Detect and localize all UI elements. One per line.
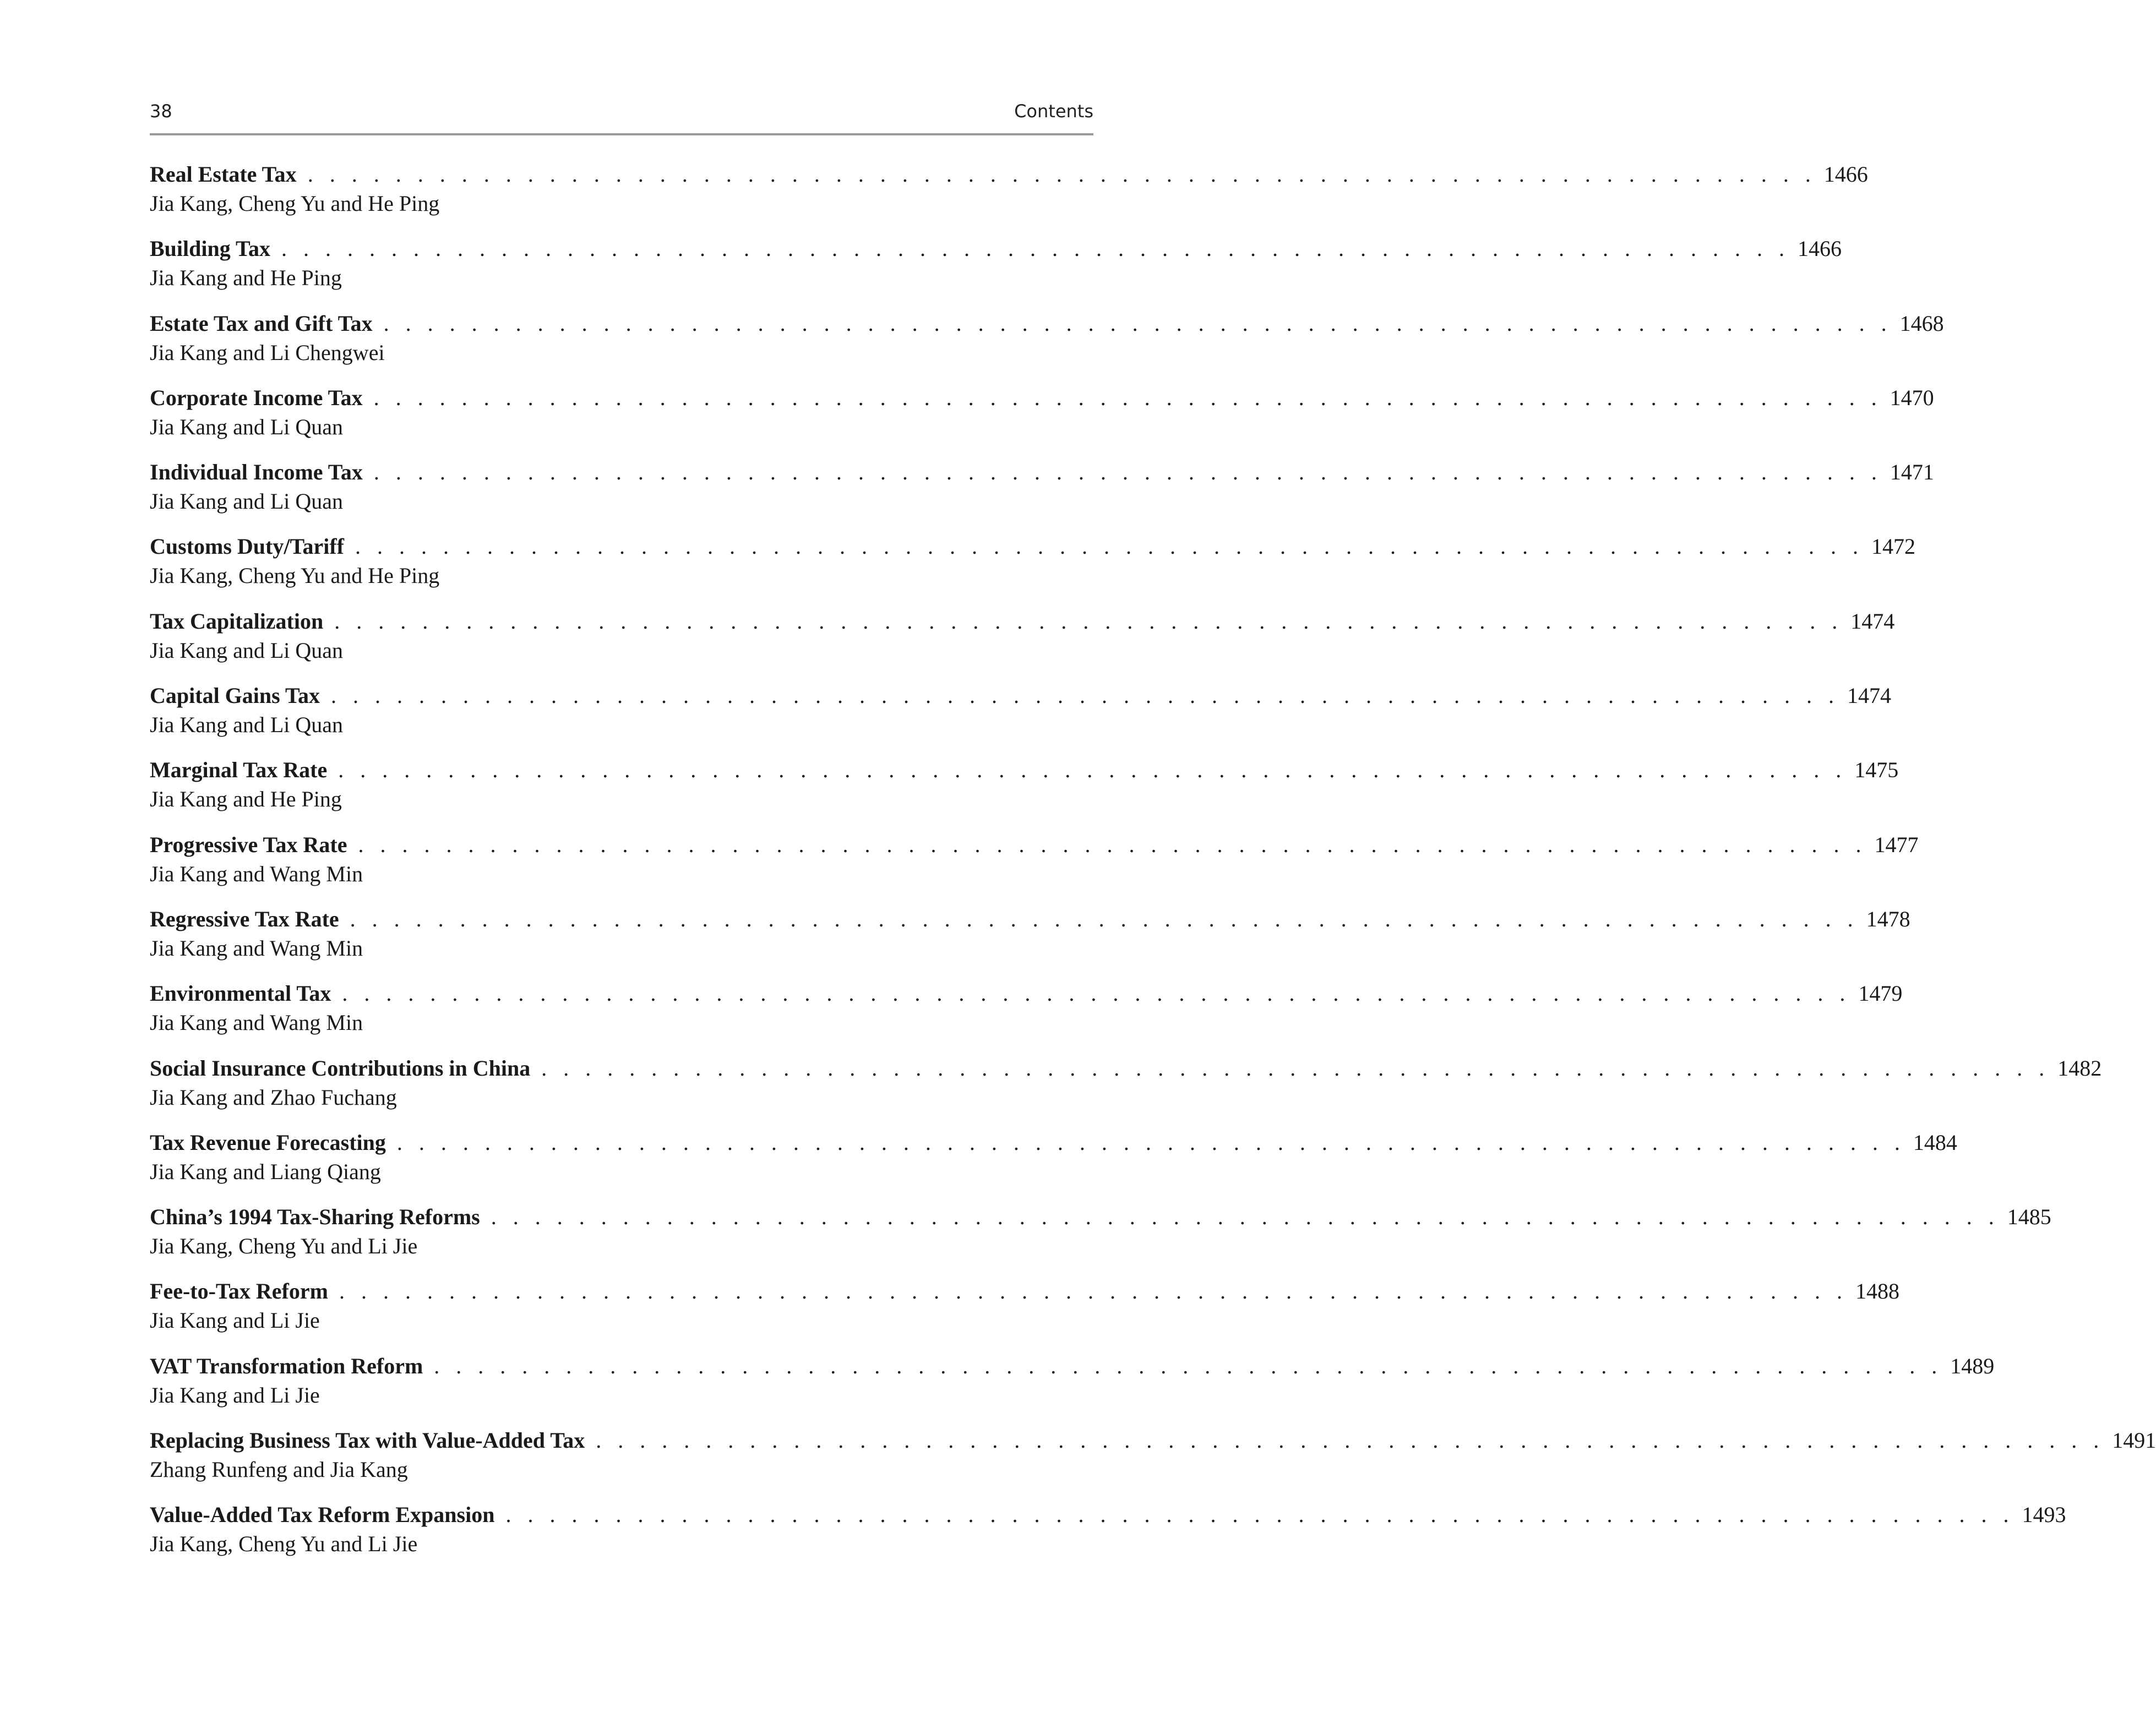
dot-leader: . . . . . . . . . . . . . . . . . . . . . . . . . . . . . . . . . . . . . . . . . . . . . . . . . . . . . . . . . . . . . . . . . . . . . xyxy=(491,1204,2000,1230)
toc-entry-title[interactable]: Environmental Tax xyxy=(150,981,331,1006)
dot-leader: . . . . . . . . . . . . . . . . . . . . . . . . . . . . . . . . . . . . . . . . . . . . . . . . . . . . . . . . . . . . . . . . . . . . . xyxy=(596,1428,2105,1453)
toc-entry-page-number[interactable]: 1477 xyxy=(1874,832,1919,857)
toc-entry-title[interactable]: Tax Capitalization xyxy=(150,608,324,634)
toc-entry-authors: Jia Kang and Wang Min xyxy=(150,1010,363,1035)
toc-entry-authors: Jia Kang and Li Quan xyxy=(150,712,344,738)
dot-leader: . . . . . . . . . . . . . . . . . . . . . . . . . . . . . . . . . . . . . . . . . . . . . . . . . . . . . . . . . . . . . . . . . . . . . xyxy=(373,385,1882,410)
toc-entry[interactable] xyxy=(150,830,1919,904)
header-rule xyxy=(150,133,1093,135)
toc-entry-title[interactable]: Progressive Tax Rate xyxy=(150,832,347,857)
toc-entry-title-line xyxy=(150,979,1903,1008)
toc-entry[interactable] xyxy=(150,234,1842,308)
dot-leader: . . . . . . . . . . . . . . . . . . . . . . . . . . . . . . . . . . . . . . . . . . . . . . . . . . . . . . . . . . . . . . . . . . . . . xyxy=(434,1353,1943,1378)
toc-entry-title-line xyxy=(150,532,1915,561)
toc-entry-authors: Jia Kang, Cheng Yu and He Ping xyxy=(150,563,440,588)
toc-entry-page-number[interactable]: 1493 xyxy=(2022,1502,2066,1528)
toc-entry-title[interactable]: Marginal Tax Rate xyxy=(150,757,328,783)
toc-entry-authors: Jia Kang, Cheng Yu and He Ping xyxy=(150,191,440,216)
toc-entry[interactable] xyxy=(150,1202,2051,1277)
toc-entry-title-line xyxy=(150,309,1944,339)
toc-entry-page-number[interactable]: 1482 xyxy=(2057,1055,2102,1081)
toc-entry-title-line xyxy=(150,607,1895,636)
dot-leader: . . . . . . . . . . . . . . . . . . . . . . . . . . . . . . . . . . . . . . . . . . . . . . . . . . . . . . . . . . . . . . . . . . . . . xyxy=(331,683,1840,708)
toc-entry[interactable] xyxy=(150,1426,2156,1500)
toc-entry-title-line xyxy=(150,1426,2156,1455)
toc-entry-title[interactable]: Social Insurance Contributions in China xyxy=(150,1055,531,1081)
toc-entry[interactable] xyxy=(150,532,1915,606)
dot-leader: . . . . . . . . . . . . . . . . . . . . . . . . . . . . . . . . . . . . . . . . . . . . . . . . . . . . . . . . . . . . . . . . . . . . . xyxy=(338,757,1847,783)
toc-entry-title[interactable]: Real Estate Tax xyxy=(150,162,297,187)
toc-entry[interactable] xyxy=(150,1351,1995,1426)
toc-entry-authors: Jia Kang and Li Quan xyxy=(150,489,344,514)
toc-entry-page-number[interactable]: 1478 xyxy=(1866,906,1910,931)
toc-entry-title-line xyxy=(150,1202,2051,1232)
toc-entry[interactable] xyxy=(150,309,1944,383)
dot-leader: . . . . . . . . . . . . . . . . . . . . . . . . . . . . . . . . . . . . . . . . . . . . . . . . . . . . . . . . . . . . . . . . . . . . . xyxy=(339,1279,1848,1304)
toc-entry-title-line xyxy=(150,383,1934,413)
toc-entry-title-line xyxy=(150,755,1899,785)
toc-entry-title-line xyxy=(150,830,1919,860)
toc-entry-authors: Jia Kang and He Ping xyxy=(150,265,342,291)
dot-leader: . . . . . . . . . . . . . . . . . . . . . . . . . . . . . . . . . . . . . . . . . . . . . . . . . . . . . . . . . . . . . . . . . . . . . xyxy=(342,981,1851,1006)
toc-entry-authors: Jia Kang, Cheng Yu and Li Jie xyxy=(150,1531,418,1557)
toc-entry-title[interactable]: Corporate Income Tax xyxy=(150,385,363,410)
toc-entry-page-number[interactable]: 1479 xyxy=(1858,981,1903,1006)
toc-entry[interactable] xyxy=(150,1054,2102,1128)
toc-entry[interactable] xyxy=(150,383,1934,457)
toc-entry-page-number[interactable]: 1474 xyxy=(1847,683,1892,708)
toc-entry-title-line xyxy=(150,1054,2102,1083)
toc-entry-page-number[interactable]: 1489 xyxy=(1950,1353,1995,1378)
toc-entry-title-line xyxy=(150,1351,1995,1381)
toc-entry-page-number[interactable]: 1470 xyxy=(1890,385,1934,410)
toc-entry-title-line xyxy=(150,681,1892,711)
toc-entry[interactable] xyxy=(150,681,1892,755)
toc-entry-page-number[interactable]: 1474 xyxy=(1850,608,1895,634)
toc-entry-title-line xyxy=(150,1277,1899,1306)
toc-entry[interactable] xyxy=(150,457,1934,532)
toc-entry-title[interactable]: Replacing Business Tax with Value-Added Tax xyxy=(150,1428,585,1453)
toc-entry-page-number[interactable]: 1488 xyxy=(1855,1279,1899,1304)
toc-entry-page-number[interactable]: 1466 xyxy=(1823,162,1868,187)
toc-entry-title-line xyxy=(150,1500,2066,1530)
dot-leader: . . . . . . . . . . . . . . . . . . . . . . . . . . . . . . . . . . . . . . . . . . . . . . . . . . . . . . . . . . . . . . . . . . . . . xyxy=(373,460,1882,485)
toc-entry[interactable] xyxy=(150,160,1868,234)
dot-leader: . . . . . . . . . . . . . . . . . . . . . . . . . . . . . . . . . . . . . . . . . . . . . . . . . . . . . . . . . . . . . . . . . . . . . xyxy=(505,1502,2015,1528)
toc-entry[interactable] xyxy=(150,1500,2066,1574)
dot-leader: . . . . . . . . . . . . . . . . . . . . . . . . . . . . . . . . . . . . . . . . . . . . . . . . . . . . . . . . . . . . . . . . . . . . . xyxy=(334,608,1843,634)
toc-entry-page-number[interactable]: 1485 xyxy=(2007,1204,2051,1230)
toc-entry-authors: Jia Kang and Wang Min xyxy=(150,861,363,886)
toc-entry-title-line xyxy=(150,904,1910,934)
dot-leader: . . . . . . . . . . . . . . . . . . . . . . . . . . . . . . . . . . . . . . . . . . . . . . . . . . . . . . . . . . . . . . . . . . . . . xyxy=(355,534,1864,559)
toc-entry-page-number[interactable]: 1484 xyxy=(1913,1130,1957,1155)
toc-entry-title[interactable]: Value-Added Tax Reform Expansion xyxy=(150,1502,495,1528)
toc-entry-title-line xyxy=(150,160,1868,189)
toc-entry-authors: Jia Kang and Li Quan xyxy=(150,414,344,439)
toc-entry-authors: Jia Kang and Li Chengwei xyxy=(150,340,385,365)
toc-entry-page-number[interactable]: 1475 xyxy=(1854,757,1899,783)
toc-entry-authors: Jia Kang, Cheng Yu and Li Jie xyxy=(150,1234,418,1259)
toc-entry-title[interactable]: VAT Transformation Reform xyxy=(150,1353,423,1378)
dot-leader: . . . . . . . . . . . . . . . . . . . . . . . . . . . . . . . . . . . . . . . . . . . . . . . . . . . . . . . . . . . . . . . . . . . . . xyxy=(383,310,1892,336)
toc-entry-title-line xyxy=(150,457,1934,487)
running-head xyxy=(150,101,1093,124)
toc-entry[interactable] xyxy=(150,1277,1899,1351)
toc-entry-authors: Jia Kang and Liang Qiang xyxy=(150,1159,381,1184)
toc-entry-page-number[interactable]: 1491 xyxy=(2112,1428,2156,1453)
toc-entry-title[interactable]: China’s 1994 Tax-Sharing Reforms xyxy=(150,1204,480,1230)
dot-leader: . . . . . . . . . . . . . . . . . . . . . . . . . . . . . . . . . . . . . . . . . . . . . . . . . . . . . . . . . . . . . . . . . . . . . xyxy=(541,1055,2050,1081)
toc-entry-title-line xyxy=(150,1128,1957,1158)
toc-entry[interactable] xyxy=(150,607,1895,681)
toc-entry-page-number[interactable]: 1466 xyxy=(1798,236,1842,261)
table-of-contents xyxy=(150,160,2156,1575)
toc-entry-authors: Jia Kang and Li Quan xyxy=(150,637,344,663)
toc-entry-title[interactable]: Capital Gains Tax xyxy=(150,683,320,708)
dot-leader: . . . . . . . . . . . . . . . . . . . . . . . . . . . . . . . . . . . . . . . . . . . . . . . . . . . . . . . . . . . . . . . . . . . . . xyxy=(396,1130,1905,1155)
toc-entry-title[interactable]: Building Tax xyxy=(150,236,271,261)
toc-entry-page-number[interactable]: 1468 xyxy=(1899,310,1944,336)
toc-entry[interactable] xyxy=(150,1128,1957,1202)
toc-entry-title-line xyxy=(150,234,1842,264)
dot-leader: . . . . . . . . . . . . . . . . . . . . . . . . . . . . . . . . . . . . . . . . . . . . . . . . . . . . . . . . . . . . . . . . . . . . . xyxy=(358,832,1867,857)
dot-leader: . . . . . . . . . . . . . . . . . . . . . . . . . . . . . . . . . . . . . . . . . . . . . . . . . . . . . . . . . . . . . . . . . . . . . xyxy=(350,906,1859,931)
toc-entry-title[interactable]: Individual Income Tax xyxy=(150,460,363,485)
toc-entry-authors: Jia Kang and Li Jie xyxy=(150,1382,320,1408)
dot-leader: . . . . . . . . . . . . . . . . . . . . . . . . . . . . . . . . . . . . . . . . . . . . . . . . . . . . . . . . . . . . . . . . . . . . . xyxy=(281,236,1790,261)
dot-leader: . . . . . . . . . . . . . . . . . . . . . . . . . . . . . . . . . . . . . . . . . . . . . . . . . . . . . . . . . . . . . . . . . . . . . xyxy=(307,162,1816,187)
section-name: Contents xyxy=(1014,101,1093,122)
toc-entry-authors: Jia Kang and Wang Min xyxy=(150,935,363,961)
toc-entry[interactable] xyxy=(150,979,1903,1053)
toc-entry[interactable] xyxy=(150,755,1899,830)
toc-entry-title[interactable]: Fee-to-Tax Reform xyxy=(150,1279,328,1304)
toc-entry-title[interactable]: Customs Duty/Tariff xyxy=(150,534,344,559)
toc-entry-page-number[interactable]: 1472 xyxy=(1871,534,1915,559)
toc-entry[interactable] xyxy=(150,904,1910,979)
toc-entry-authors: Zhang Runfeng and Jia Kang xyxy=(150,1457,408,1482)
toc-entry-title[interactable]: Estate Tax and Gift Tax xyxy=(150,310,373,336)
toc-entry-title[interactable]: Tax Revenue Forecasting xyxy=(150,1130,386,1155)
toc-entry-authors: Jia Kang and He Ping xyxy=(150,787,342,812)
toc-entry-page-number[interactable]: 1471 xyxy=(1890,460,1934,485)
toc-entry-authors: Jia Kang and Li Jie xyxy=(150,1308,320,1333)
toc-entry-authors: Jia Kang and Zhao Fuchang xyxy=(150,1084,397,1110)
page-number: 38 xyxy=(150,101,172,122)
toc-entry-title[interactable]: Regressive Tax Rate xyxy=(150,906,339,931)
